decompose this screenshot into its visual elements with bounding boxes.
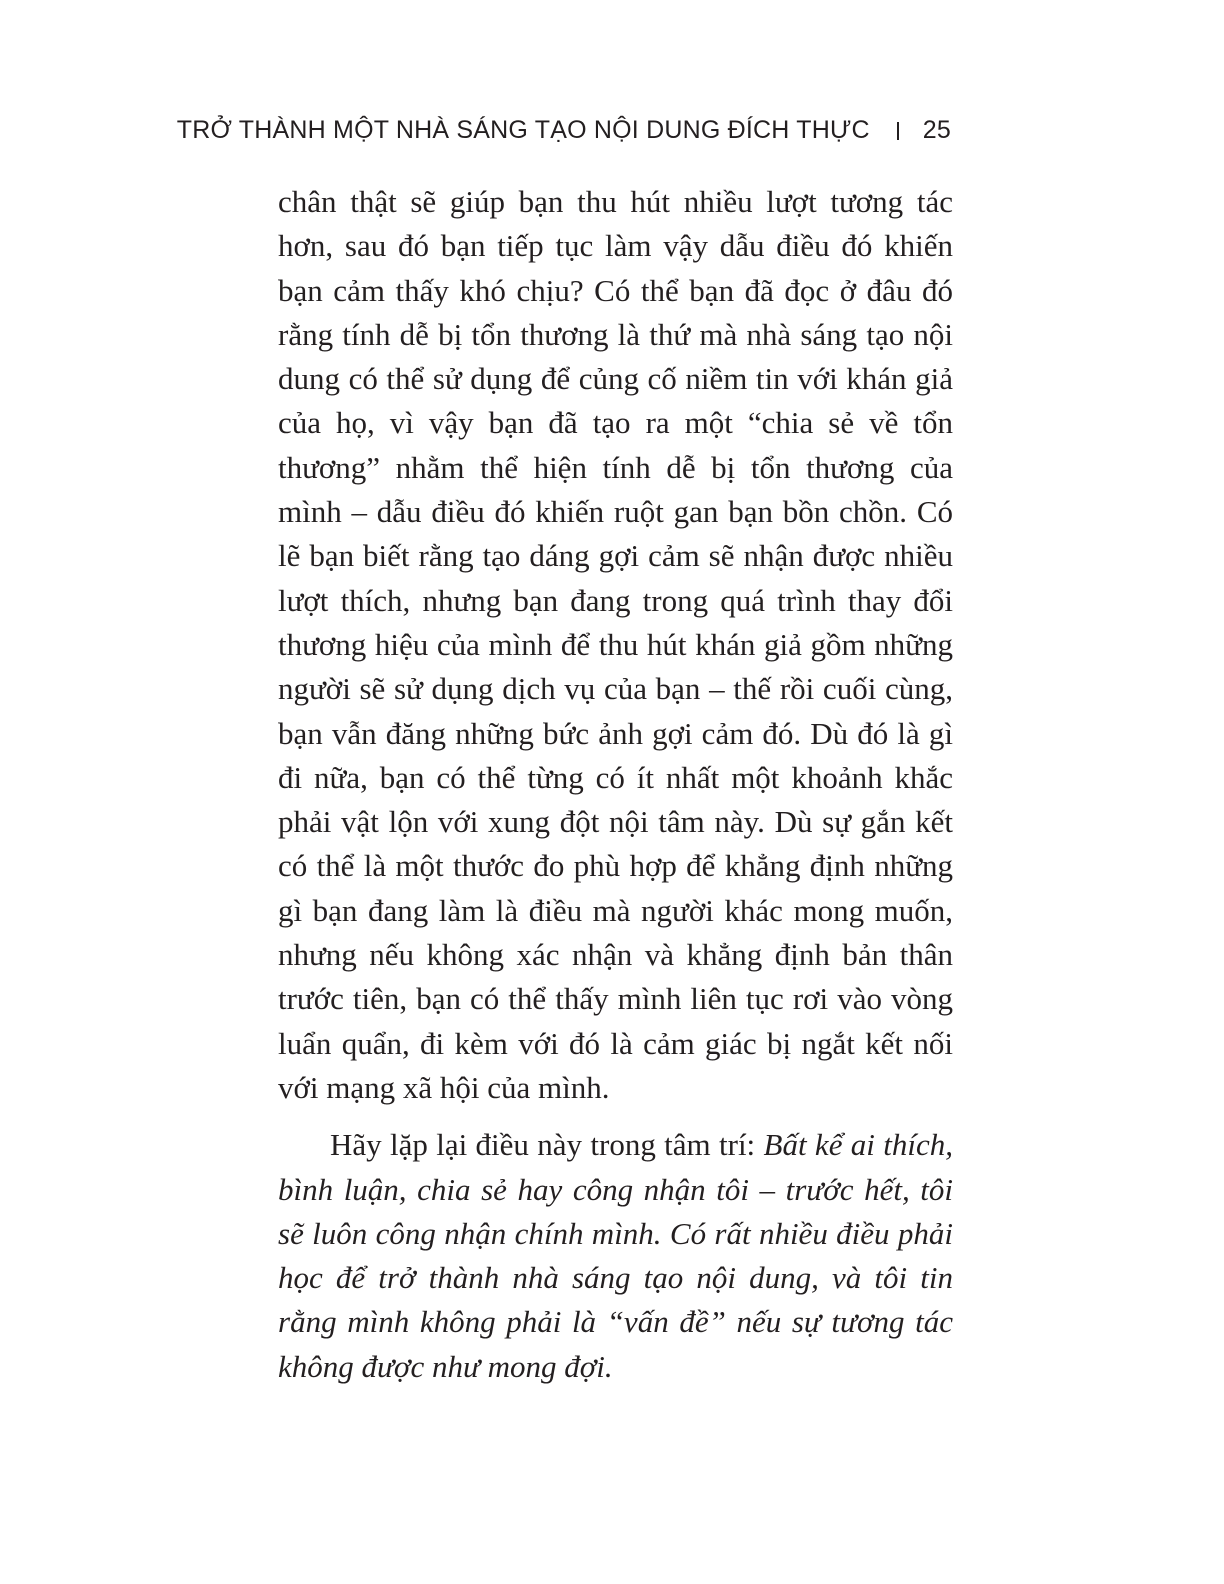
page-number: 25 (922, 116, 951, 144)
body-text (278, 180, 953, 1389)
paragraph-2 (278, 1123, 953, 1389)
paragraph-2-italic-quote: Bất kể ai thích, bình luận, chia sẻ hay công nhận tôi – trước hết, tôi sẽ luôn công nhận chính mình. Có rất nhiều điều phải học để trở thành nhà sáng tạo nội dung, và tôi tin rằng mình không phải là “vấn đề” nếu sự tương tác không được như mong đợi. (278, 1127, 953, 1384)
paragraph-2-lead: Hãy lặp lại điều này trong tâm trí: (330, 1127, 764, 1163)
chapter-title: TRỞ THÀNH MỘT NHÀ SÁNG TẠO NỘI DUNG ĐÍCH THỰC (176, 116, 870, 144)
paragraph-1: chân thật sẽ giúp bạn thu hút nhiều lượt tương tác hơn, sau đó bạn tiếp tục làm vậy dẫu điều đó khiến bạn cảm thấy khó chịu? Có thể bạn đã đọc ở đâu đó rằng tính dễ bị tổn thương là thứ mà nhà sáng tạo nội dung có thể sử dụng để củng cố niềm tin với khán giả của họ, vì vậy bạn đã tạo ra một “chia sẻ về tổn thương” nhằm thể hiện tính dễ bị tổn thương của mình – dẫu điều đó khiến ruột gan bạn bồn chồn. Có lẽ bạn biết rằng tạo dáng gợi cảm sẽ nhận được nhiều lượt thích, nhưng bạn đang trong quá trình thay đổi thương hiệu của mình để thu hút khán giả gồm những người sẽ sử dụng dịch vụ của bạn – thế rồi cuối cùng, bạn vẫn đăng những bức ảnh gợi cảm đó. Dù đó là gì đi nữa, bạn có thể từng có ít nhất một khoảnh khắc phải vật lộn với xung đột nội tâm này. Dù sự gắn kết có thể là một thước đo phù hợp để khẳng định những gì bạn đang làm là điều mà người khác mong muốn, nhưng nếu không xác nhận và khẳng định bản thân trước tiên, bạn có thể thấy mình liên tục rơi vào vòng luẩn quẩn, đi kèm với đó là cảm giác bị ngắt kết nối với mạng xã hội của mình. (278, 184, 953, 1105)
header-separator (897, 122, 899, 140)
running-header (177, 116, 951, 145)
